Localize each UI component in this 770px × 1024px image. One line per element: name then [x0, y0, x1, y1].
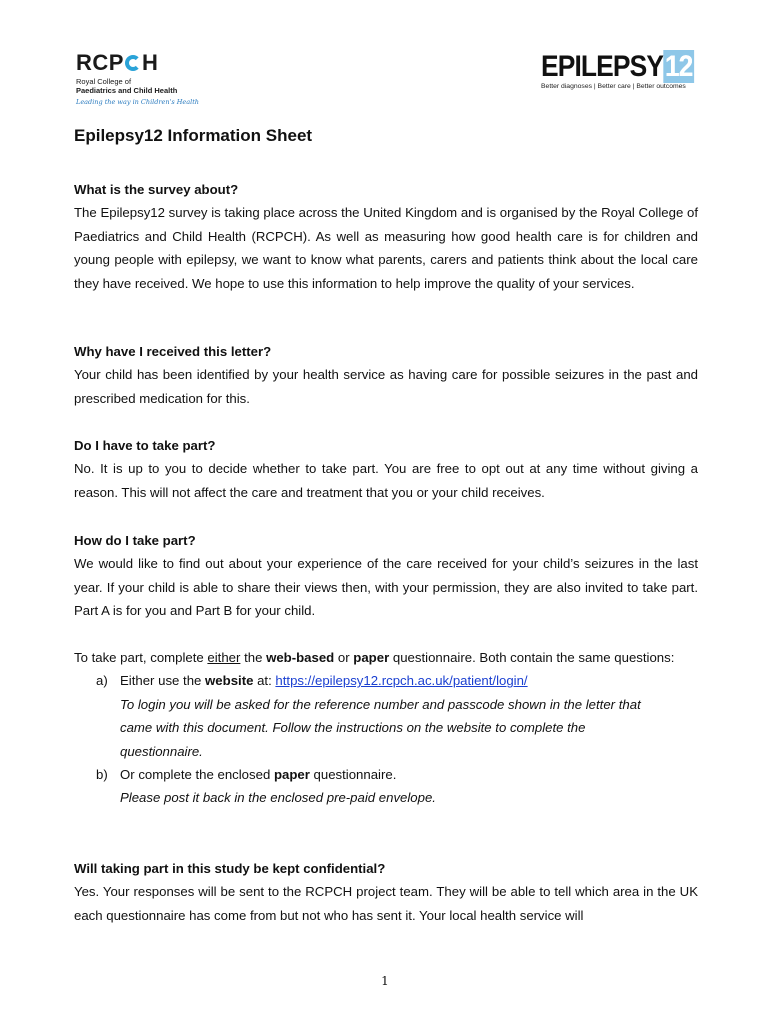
rcpch-name: Royal College of Paediatrics and Child Health	[76, 77, 178, 95]
epilepsy12-logo	[541, 52, 701, 90]
section-heading: Why have I received this letter?	[74, 344, 272, 359]
section-how	[74, 529, 698, 623]
epilepsy12-tagline: Better diagnoses | Better care | Better outcomes	[541, 83, 686, 90]
section-body: No. It is up to you to decide whether to take part. You are free to opt out at any time without giving a reason. This will not affect the care and treatment that you or your child receives.	[74, 461, 698, 500]
section-confidential	[74, 857, 698, 927]
paper-instructions: Please post it back in the enclosed pre-paid envelope.	[120, 790, 436, 806]
options-list	[74, 669, 698, 809]
section-body: Yes. Your responses will be sent to the RCPCH project team. They will be able to tell which area in the UK each questionnaire has come from but not who has sent it. Your local health service will	[74, 884, 698, 923]
rcpch-c-ring-icon	[125, 55, 141, 71]
section-heading: How do I take part?	[74, 533, 196, 548]
rcpch-tagline: Leading the way in Children's Health	[76, 98, 199, 106]
section-take-part-options	[74, 646, 698, 810]
survey-website-link[interactable]: https://epilepsy12.rcpch.ac.uk/patient/login/	[275, 673, 528, 689]
section-take-part-required	[74, 434, 698, 504]
section-body: Your child has been identified by your health service as having care for possible seizures in the past and prescribed medication for this.	[74, 367, 698, 406]
epilepsy12-wordmark: EPILEPSY12	[541, 50, 693, 83]
list-item: a) Either use the website at: https://epilepsy12.rcpch.ac.uk/patient/login/ To login you will be asked for the reference number and passcode shown in the letter that came with this document. Follow the instructions on the website to complete the questionnaire.	[74, 669, 698, 763]
page-number: 1	[381, 974, 389, 988]
list-item: b) Or complete the enclosed paper questionnaire. Please post it back in the enclosed pre-paid envelope.	[74, 763, 698, 810]
website-instructions: To login you will be asked for the reference number and passcode shown in the letter that came with this document. Follow the instructions on the website to complete the questionnaire.	[120, 696, 641, 759]
rcpch-wordmark: RCP H	[76, 50, 159, 75]
take-part-intro: To take part, complete either the web-based or paper questionnaire. Both contain the same questions:	[74, 650, 675, 665]
section-body: The Epilepsy12 survey is taking place across the United Kingdom and is organised by the Royal College of Paediatrics and Child Health (RCPCH). As well as measuring how good health care is for children and young people with epilepsy, we want to know what parents, carers and patients think about the local care they have received. We hope to use this information to help improve the quality of your services.	[74, 205, 698, 291]
section-heading: Do I have to take part?	[74, 438, 216, 453]
section-heading: Will taking part in this study be kept confidential?	[74, 861, 386, 876]
page-title: Epilepsy12 Information Sheet	[74, 126, 313, 145]
section-body: We would like to find out about your experience of the care received for your child’s seizures in the last year. If your child is able to share their views then, with your permission, they are also invited to take part. Part A is for you and Part B for your child.	[74, 556, 698, 619]
section-why	[74, 340, 698, 410]
rcpch-logo	[76, 52, 216, 106]
section-heading: What is the survey about?	[74, 182, 239, 197]
section-about	[74, 178, 698, 295]
